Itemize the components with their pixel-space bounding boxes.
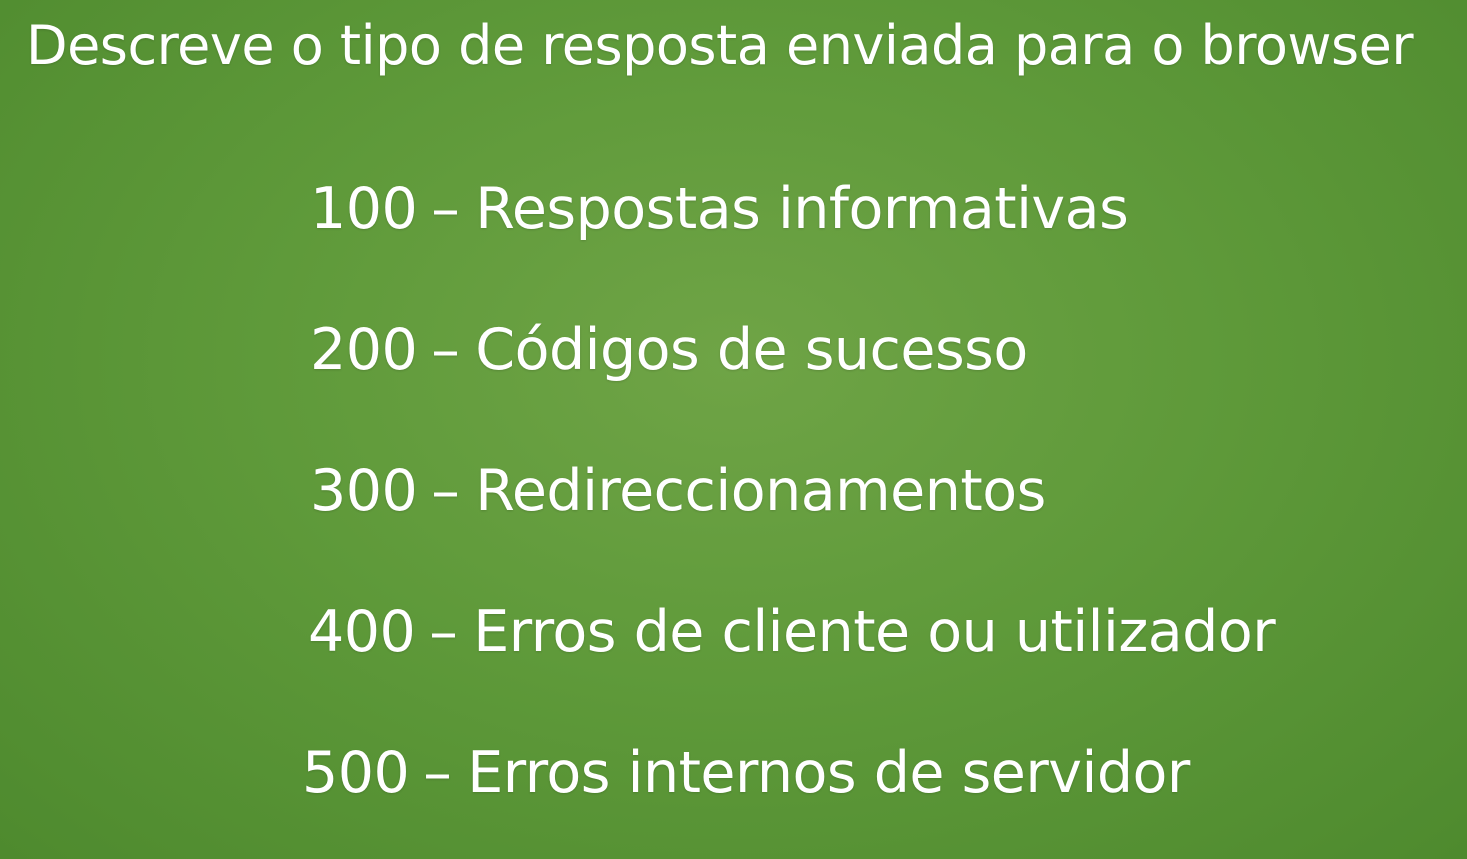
status-code: 200 bbox=[310, 317, 418, 383]
status-code: 300 bbox=[310, 458, 418, 524]
status-item-200 bbox=[310, 317, 1028, 383]
separator-dash: – bbox=[431, 317, 460, 383]
slide-title: Descreve o tipo de resposta enviada para o browser bbox=[26, 14, 1414, 77]
status-code: 100 bbox=[310, 176, 418, 242]
status-description: Redireccionamentos bbox=[475, 458, 1046, 524]
status-item-400 bbox=[308, 599, 1275, 665]
status-description: Erros de cliente ou utilizador bbox=[473, 599, 1276, 665]
status-description: Respostas informativas bbox=[475, 176, 1129, 242]
status-code: 400 bbox=[308, 599, 416, 665]
separator-dash: – bbox=[423, 740, 452, 806]
status-item-500 bbox=[302, 740, 1190, 806]
status-item-300 bbox=[310, 458, 1046, 524]
separator-dash: – bbox=[431, 176, 460, 242]
separator-dash: – bbox=[429, 599, 458, 665]
status-description: Códigos de sucesso bbox=[475, 317, 1028, 383]
status-code: 500 bbox=[302, 740, 410, 806]
status-item-100 bbox=[310, 176, 1128, 242]
separator-dash: – bbox=[431, 458, 460, 524]
status-description: Erros internos de servidor bbox=[467, 740, 1190, 806]
